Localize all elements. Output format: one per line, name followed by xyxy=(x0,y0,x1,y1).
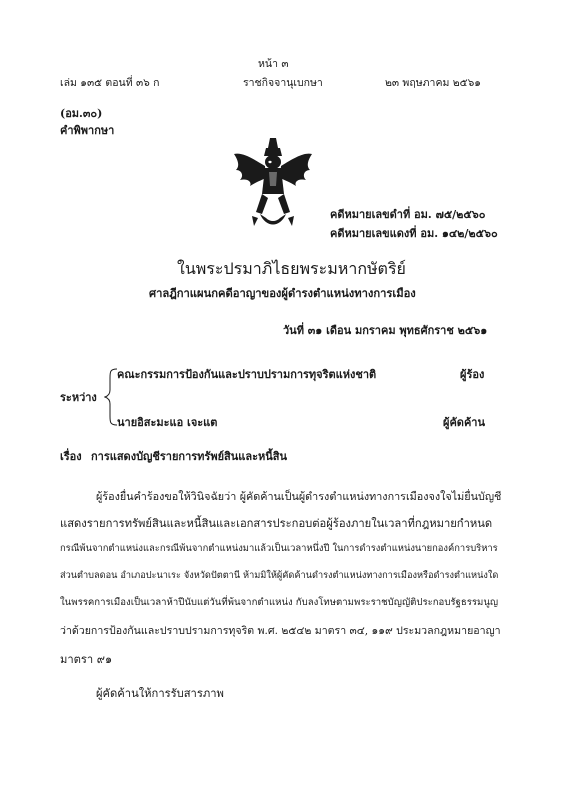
subject-label: เรื่อง xyxy=(60,450,82,463)
page-number: หน้า ๓ xyxy=(258,58,289,70)
body-line: ส่วนตำบลดอน อำเภอปะนาเระ จังหวัดปัตตานี ห้ามมิให้ผู้คัดค้านดำรงตำแหน่งทางการเมืองหรือดำรงตำแหน่งใด xyxy=(60,570,499,581)
party-brace-icon xyxy=(104,368,118,426)
court-name: ศาลฎีกาแผนกคดีอาญาของผู้ดำรงตำแหน่งทางการเมือง xyxy=(149,286,416,300)
body-line: ผู้ร้องยื่นคำร้องขอให้วินิจฉัยว่า ผู้คัดค้านเป็นผู้ดำรงตำแหน่งทางการเมืองจงใจไม่ยื่นบัญชี xyxy=(96,490,502,503)
body-line: ว่าด้วยการป้องกันและปราบปรามการทุจริต พ.ศ. ๒๕๔๒ มาตรา ๓๔, ๑๑๙ ประมวลกฎหมายอาญา xyxy=(60,625,501,637)
defendant-name: นายอิสะมะแอ เจะแต xyxy=(117,416,218,429)
royal-title: ในพระปรมาภิไธยพระมหากษัตริย์ xyxy=(177,259,406,278)
gazette-volume: เล่ม ๑๓๕ ตอนที่ ๓๖ ก xyxy=(60,77,160,89)
body-line: ในพรรคการเมืองเป็นเวลาห้าปีนับแต่วันที่พ้นจากตำแหน่ง กับลงโทษตามพระราชบัญญัติประกอบรัฐธรรมนูญ xyxy=(60,597,499,608)
gazette-name: ราชกิจจานุเบกษา xyxy=(243,77,323,89)
plaintiff-name: คณะกรรมการป้องกันและปราบปรามการทุจริตแห่งชาติ xyxy=(117,368,377,381)
body-line: ผู้คัดค้านให้การรับสารภาพ xyxy=(96,687,224,700)
body-line: แสดงรายการทรัพย์สินและหนี้สินและเอกสารประกอบต่อผู้ร้องภายในเวลาที่กฎหมายกำหนด xyxy=(60,517,493,530)
between-label: ระหว่าง xyxy=(60,391,97,404)
red-case-number: คดีหมายเลขแดงที่ อม. ๑๔๒/๒๕๖๐ xyxy=(330,227,498,240)
decision-date: วันที่ ๓๑ เดือน มกราคม พุทธศักราช ๒๕๖๑ xyxy=(283,324,488,337)
garuda-emblem-icon xyxy=(232,136,314,232)
form-title: คำพิพากษา xyxy=(60,124,115,137)
form-code: (อม.๓๐) xyxy=(60,107,103,120)
plaintiff-role: ผู้ร้อง xyxy=(460,368,485,381)
body-line: กรณีพ้นจากตำแหน่งและกรณีพ้นจากตำแหน่งมาแล้วเป็นเวลาหนึ่งปี ในการดำรงตำแหน่งนายกองค์การบริหาร xyxy=(60,543,498,554)
black-case-number: คดีหมายเลขดำที่ อม. ๗๕/๒๕๖๐ xyxy=(330,208,486,221)
subject-text: การแสดงบัญชีรายการทรัพย์สินและหนี้สิน xyxy=(91,450,287,463)
defendant-role: ผู้คัดค้าน xyxy=(443,416,486,429)
gazette-date: ๒๓ พฤษภาคม ๒๕๖๑ xyxy=(385,77,481,89)
body-line: มาตรา ๙๑ xyxy=(60,653,113,666)
